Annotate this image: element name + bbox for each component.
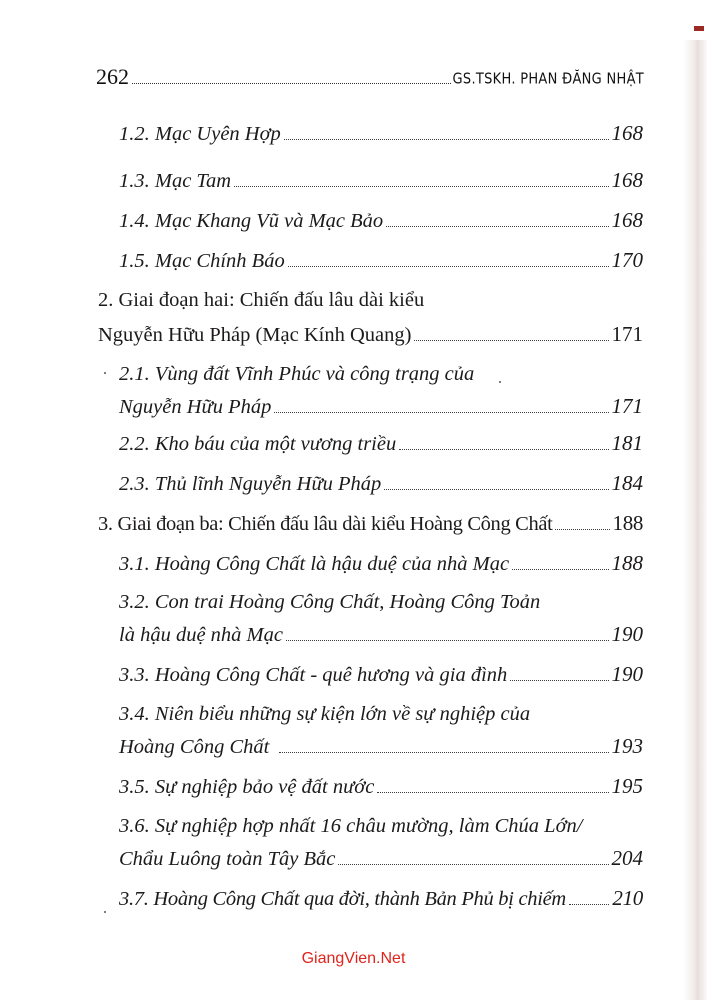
toc-entry-line[interactable]	[119, 590, 643, 614]
toc-entry-page: 210	[612, 886, 643, 910]
toc-entry-title: 3.2. Con trai Hoàng Công Chất, Hoàng Công Toản	[119, 591, 541, 613]
toc-entry-page: 168	[611, 121, 643, 145]
scan-speck	[104, 911, 106, 913]
toc-entry-page: 168	[611, 168, 643, 192]
toc-entry-page: 193	[611, 734, 643, 758]
toc-entry-line[interactable]	[119, 702, 643, 726]
toc-entry[interactable]	[119, 774, 643, 799]
leader-dots	[384, 489, 608, 490]
toc-entry[interactable]	[119, 734, 643, 759]
toc-entry-title: 1.4. Mạc Khang Vũ và Mạc Bảo	[119, 210, 384, 232]
leader-dots	[414, 340, 608, 341]
toc-entry-page: 190	[611, 662, 643, 686]
toc-entry[interactable]	[119, 662, 643, 687]
leader-dots	[569, 904, 609, 905]
leader-dots	[286, 640, 609, 641]
toc-entry[interactable]	[119, 622, 643, 647]
toc-entry[interactable]	[98, 322, 643, 347]
toc-entry-title-cont: Nguyễn Hữu Pháp (Mạc Kính Quang)	[98, 324, 412, 346]
toc-entry[interactable]	[119, 471, 643, 496]
leader-dots	[288, 266, 609, 267]
leader-dots	[386, 226, 608, 227]
toc-entry-title: 1.2. Mạc Uyên Hợp	[119, 123, 281, 145]
leader-dots	[279, 752, 608, 753]
toc-entry[interactable]	[119, 168, 643, 193]
author-name: GS.TSKH. PHAN ĐĂNG NHẬT	[452, 70, 644, 88]
scan-speck	[104, 372, 106, 374]
toc-entry-page: 168	[611, 208, 643, 232]
toc-entry-title: 3.3. Hoàng Công Chất - quê hương và gia đình	[119, 664, 508, 686]
toc-entry[interactable]	[119, 121, 643, 146]
header-leader-dots	[132, 82, 451, 84]
leader-dots	[284, 139, 609, 140]
toc-entry-title-cont: Nguyễn Hữu Pháp	[119, 396, 272, 418]
toc-entry-title: 2.2. Kho báu của một vương triều	[119, 433, 397, 455]
leader-dots	[510, 680, 608, 681]
leader-dots	[338, 864, 608, 865]
toc-entry-line[interactable]	[119, 814, 643, 838]
toc-entry-title: 1.3. Mạc Tam	[119, 170, 231, 192]
toc-entry-title-cont: Chẩu Luông toàn Tây Bắc	[119, 848, 336, 870]
toc-entry-title: 3.7. Hoàng Công Chất qua đời, thành Bản Phủ bị chiếm	[119, 888, 566, 910]
toc-entry-title: 2.3. Thủ lĩnh Nguyễn Hữu Pháp	[119, 473, 382, 495]
page-edge-shadow	[683, 40, 707, 1000]
leader-dots	[512, 569, 608, 570]
toc-entry-title: 2.1. Vùng đất Vĩnh Phúc và công trạng của	[119, 363, 475, 385]
toc-entry[interactable]	[98, 511, 643, 536]
toc-entry[interactable]	[119, 248, 643, 273]
toc-entry[interactable]	[119, 551, 643, 576]
toc-entry-page: 170	[611, 248, 643, 272]
toc-entry-title: 3.1. Hoàng Công Chất là hậu duệ của nhà Mạc	[119, 553, 510, 575]
toc-entry-title: 3. Giai đoạn ba: Chiến đấu lâu dài kiểu Hoàng Công Chất	[98, 513, 553, 535]
toc-entry-title: 1.5. Mạc Chính Báo	[119, 250, 285, 272]
toc-entry[interactable]	[119, 431, 643, 456]
toc-entry-page: 204	[611, 846, 643, 870]
toc-entry[interactable]	[119, 886, 643, 911]
running-header	[96, 62, 644, 88]
toc-entry[interactable]	[119, 394, 643, 419]
bookmark-edge-mark	[694, 26, 704, 31]
toc-entry-line[interactable]	[98, 288, 643, 312]
toc-entry-title-cont: là hậu duệ nhà Mạc	[119, 624, 283, 646]
scan-speck	[499, 381, 501, 383]
toc-entry-page: 184	[611, 471, 643, 495]
toc-entry-page: 171	[611, 322, 643, 346]
toc-entry[interactable]	[119, 208, 643, 233]
toc-entry-title: 3.4. Niên biểu những sự kiện lớn về sự nghiệp của	[119, 703, 531, 725]
leader-dots	[274, 412, 608, 413]
toc-entry-title: 3.5. Sự nghiệp bảo vệ đất nước	[119, 776, 375, 798]
toc-entry[interactable]	[119, 846, 643, 871]
leader-dots	[377, 792, 608, 793]
leader-dots	[399, 449, 608, 450]
leader-dots	[555, 529, 609, 530]
toc-entry-page: 171	[611, 394, 643, 418]
leader-dots	[234, 186, 609, 187]
page-number: 262	[96, 64, 129, 89]
toc-entry-page: 190	[611, 622, 643, 646]
toc-entry-title: 2. Giai đoạn hai: Chiến đấu lâu dài kiểu	[98, 289, 425, 311]
watermark: GiangVien.Net	[301, 950, 406, 967]
toc-entry-page: 188	[611, 551, 643, 575]
toc-entry-title: 3.6. Sự nghiệp hợp nhất 16 châu mường, làm Chúa Lớn/	[119, 815, 583, 837]
toc-entry-page: 188	[612, 511, 643, 535]
toc-entry-page: 195	[611, 774, 643, 798]
toc-entry-page: 181	[611, 431, 643, 455]
toc-entry-line[interactable]	[119, 362, 643, 386]
toc-entry-title-cont: Hoàng Công Chất	[119, 736, 270, 758]
